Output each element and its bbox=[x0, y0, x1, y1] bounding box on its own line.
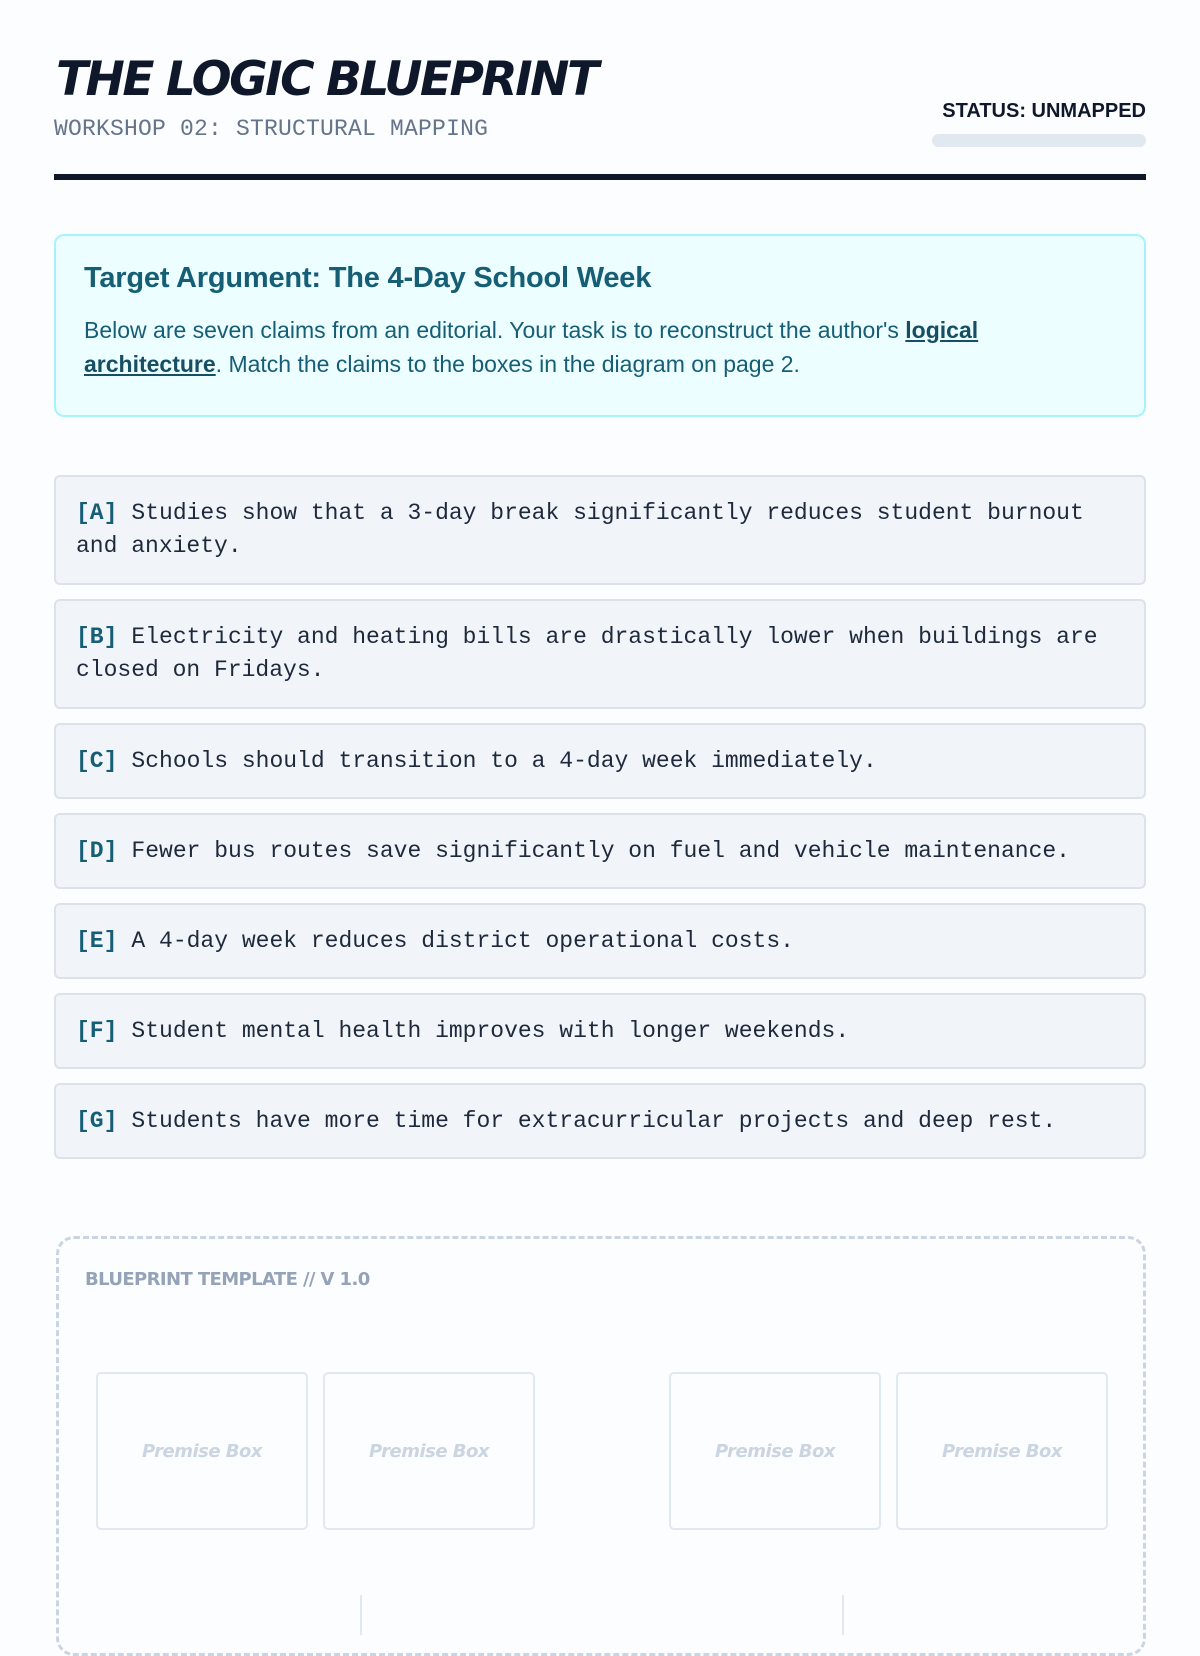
claim-card-e[interactable] bbox=[54, 903, 1146, 979]
claim-text: Student mental health improves with longer weekends. bbox=[131, 1017, 850, 1044]
status-label: STATUS: UNMAPPED bbox=[942, 100, 1146, 122]
claim-key: [A] bbox=[76, 500, 118, 526]
intro-box bbox=[54, 234, 1146, 417]
claim-text: A 4-day week reduces district operational costs. bbox=[131, 927, 794, 954]
blueprint-label: BLUEPRINT TEMPLATE // V 1.0 bbox=[85, 1269, 370, 1290]
claim-text: Students have more time for extracurricular projects and deep rest. bbox=[131, 1107, 1057, 1134]
claim-key: [G] bbox=[76, 1107, 118, 1134]
claim-card-g[interactable] bbox=[54, 1083, 1146, 1159]
claim-key: [F] bbox=[76, 1017, 118, 1044]
page-title: THE LOGIC BLUEPRINT bbox=[56, 52, 597, 107]
intro-text-after: . Match the claims to the boxes in the diagram on page 2. bbox=[215, 351, 800, 377]
worksheet-page bbox=[54, 0, 1146, 1462]
premise-box[interactable]: Premise Box bbox=[96, 1372, 308, 1530]
claim-text: Schools should transition to a 4-day week immediately. bbox=[131, 747, 877, 774]
connector-line bbox=[842, 1595, 844, 1635]
claim-card-f[interactable] bbox=[54, 993, 1146, 1069]
intro-text-before: Below are seven claims from an editorial. Your task is to reconstruct the author's bbox=[84, 317, 906, 343]
claim-text: Electricity and heating bills are drastically lower when buildings are closed on Fridays. bbox=[76, 624, 1098, 683]
blueprint-template bbox=[56, 1236, 1146, 1656]
claim-text: Studies show that a 3-day break significantly reduces student burnout and anxiety. bbox=[76, 500, 1084, 559]
claim-key: [D] bbox=[76, 837, 118, 864]
premise-box[interactable]: Premise Box bbox=[323, 1372, 535, 1530]
claim-card-a[interactable] bbox=[54, 475, 1146, 585]
connector-line bbox=[360, 1595, 362, 1635]
workshop-subtitle: WORKSHOP 02: STRUCTURAL MAPPING bbox=[54, 116, 489, 142]
claim-key: [C] bbox=[76, 747, 118, 774]
claim-text: Fewer bus routes save significantly on fuel and vehicle maintenance. bbox=[131, 837, 1070, 864]
intro-emphasis: logical architecture bbox=[84, 317, 979, 377]
premise-box[interactable]: Premise Box bbox=[669, 1372, 881, 1530]
premise-box[interactable]: Premise Box bbox=[896, 1372, 1108, 1530]
claim-key: [E] bbox=[76, 927, 118, 954]
claim-card-d[interactable] bbox=[54, 813, 1146, 889]
claim-key: [B] bbox=[76, 624, 118, 650]
intro-title: Target Argument: The 4-Day School Week bbox=[84, 262, 652, 294]
claim-card-c[interactable] bbox=[54, 723, 1146, 799]
claim-card-b[interactable] bbox=[54, 599, 1146, 709]
intro-text bbox=[84, 313, 1116, 381]
page-header bbox=[54, 0, 1146, 180]
status-progress-bar bbox=[932, 134, 1146, 147]
